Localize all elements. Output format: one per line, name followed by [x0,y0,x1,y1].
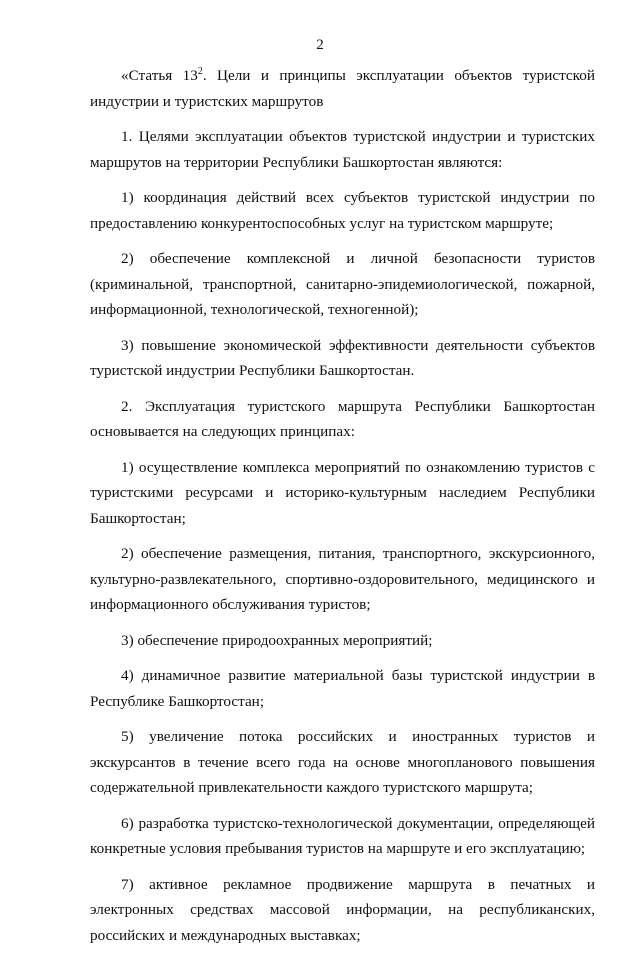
paragraph-2-principles: 2. Эксплуатация туристского маршрута Республики Башкортостан основывается на следующих принципах: [90,397,595,440]
principle-item-1: 1) осуществление комплекса мероприятий по ознакомлению туристов с туристскими ресурсами и историко-культурным наследием Республики Башкортостан; [90,458,595,527]
goal-item-1: 1) координация действий всех субъектов туристской индустрии по предоставлению конкурентоспособных услуг на туристском маршруте; [90,189,595,232]
article-number-superscript: 2 [197,66,203,77]
principle-item-5: 5) увеличение потока российских и иностранных туристов и экскурсантов в течение всего года на основе многопланового повышения содержательной привлекательности каждого туристского маршрута; [90,728,595,796]
principle-item-3: 3) обеспечение природоохранных мероприятий; [121,631,433,649]
principle-item-7: 7) активное рекламное продвижение маршрута в печатных и электронных средствах массовой информации, на республиканских, российских и международных выставках; [90,875,595,944]
paragraph-1-goals: 1. Целями эксплуатации объектов туристской индустрии и туристских маршрутов на территории Республики Башкортостан являются: [90,128,595,171]
goal-item-3: 3) повышение экономической эффективности деятельности субъектов туристской индустрии Республики Башкортостан. [90,336,595,379]
page-number: 2 [316,37,324,53]
goal-item-2: 2) обеспечение комплексной и личной безопасности туристов (криминальной, транспортной, санитарно-эпидемиологической, пожарной, информационной, технологической, техногенной); [90,250,595,318]
article-title-rest: . Цели и принципы эксплуатации объектов туристской индустрии и туристских маршрутов [90,67,596,110]
principle-item-6: 6) разработка туристско-технологической документации, определяющей конкретные условия пребывания туристов на маршруте и его эксплуатацию; [90,814,595,857]
document-body [90,63,595,958]
principle-item-4: 4) динамичное развитие материальной базы туристской индустрии в Республике Башкортостан; [90,667,595,710]
principle-item-2: 2) обеспечение размещения, питания, транспортного, экскурсионного, культурно-развлекательного, спортивно-оздоровительного, медицинского и информационного обслуживания туристов; [90,545,595,613]
article-title [90,63,595,114]
article-title-prefix: «Статья 13 [121,67,198,84]
